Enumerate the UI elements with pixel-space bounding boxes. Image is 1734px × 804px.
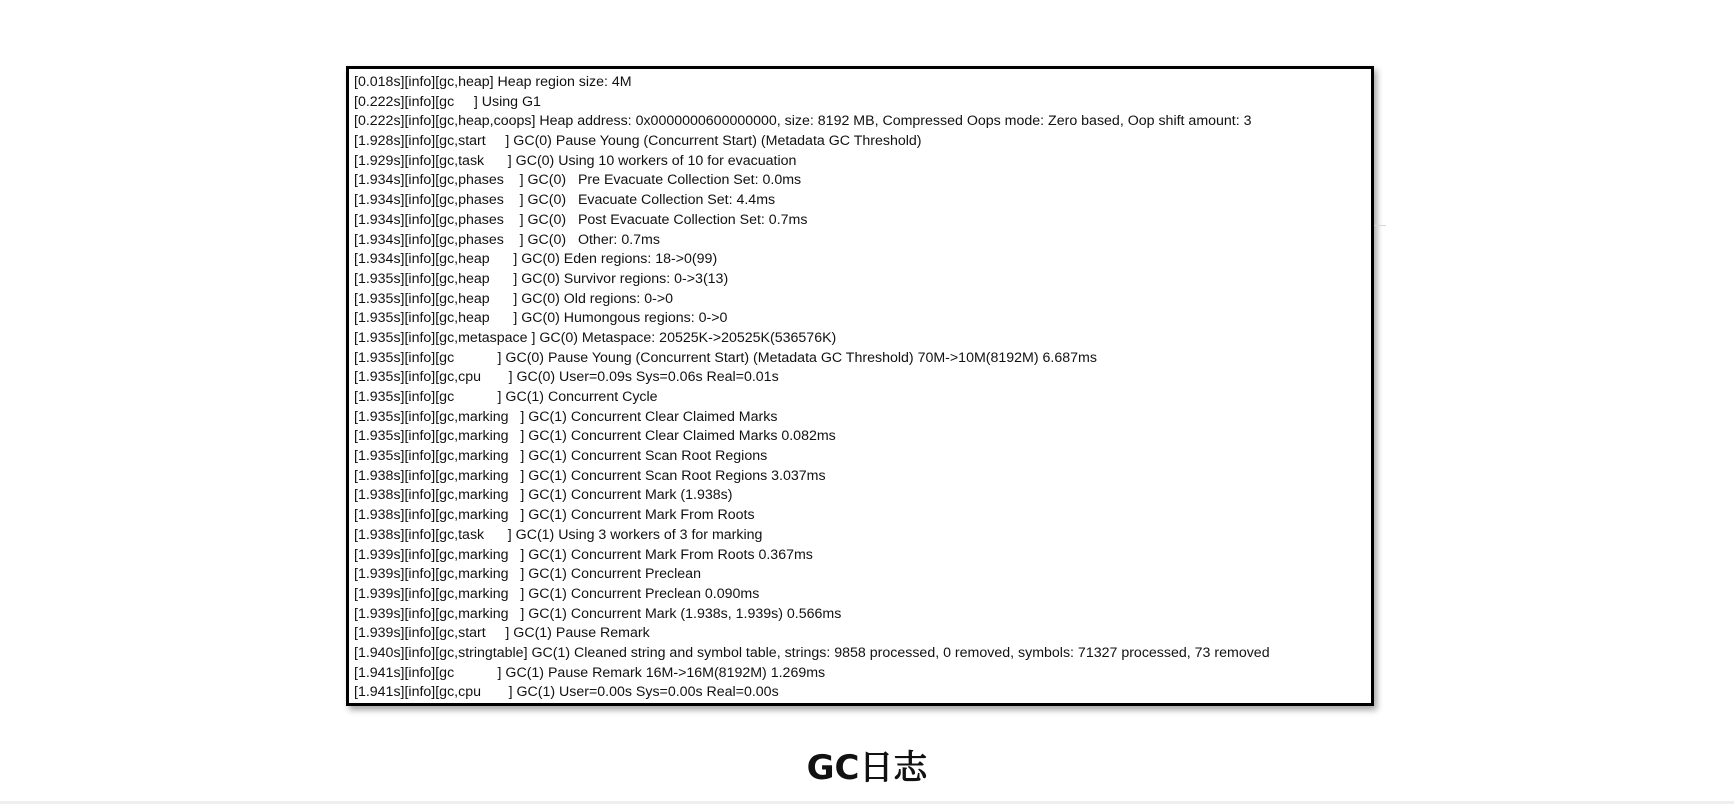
log-line: [1.939s][info][gc,marking ] GC(1) Concurrent Preclean — [354, 566, 701, 583]
log-line: [1.939s][info][gc,marking ] GC(1) Concurrent Mark From Roots 0.367ms — [354, 546, 813, 563]
log-line: [1.934s][info][gc,phases ] GC(0) Other: 0.7ms — [354, 231, 660, 248]
log-line: [1.939s][info][gc,marking ] GC(1) Concurrent Preclean 0.090ms — [354, 585, 760, 602]
log-line: [1.934s][info][gc,phases ] GC(0) Post Evacuate Collection Set: 0.7ms — [354, 211, 808, 228]
log-line: [1.940s][info][gc,stringtable] GC(1) Cleaned string and symbol table, strings: 9858 processed, 0 removed, symbols: 71327 processed, 73 removed — [354, 644, 1270, 661]
log-line: [1.935s][info][gc ] GC(1) Concurrent Cycle — [354, 389, 658, 405]
log-line: [1.938s][info][gc,marking ] GC(1) Concurrent Mark From Roots — [354, 507, 755, 524]
log-line: [1.934s][info][gc,heap ] GC(0) Eden regions: 18->0(99) — [354, 251, 718, 268]
log-line: [1.934s][info][gc,phases ] GC(0) Pre Evacuate Collection Set: 0.0ms — [354, 172, 802, 189]
log-line: [1.935s][info][gc ] GC(0) Pause Young (Concurrent Start) (Metadata GC Threshold) 70M->10M(8192M) 6.687ms — [354, 349, 1097, 366]
log-line: [1.935s][info][gc,heap ] GC(0) Humongous regions: 0->0 — [354, 310, 728, 327]
log-line: [1.935s][info][gc,marking ] GC(1) Concurrent Clear Claimed Marks 0.082ms — [354, 428, 836, 445]
log-line: [1.929s][info][gc,task ] GC(0) Using 10 workers of 10 for evacuation — [354, 152, 797, 169]
log-line: [1.939s][info][gc,start ] GC(1) Pause Remark — [354, 625, 650, 642]
log-line: [1.935s][info][gc,metaspace ] GC(0) Metaspace: 20525K->20525K(536576K) — [354, 329, 837, 346]
gc-log-panel — [346, 66, 1374, 706]
log-line: [0.222s][info][gc ] Using G1 — [354, 93, 541, 110]
log-line: [1.938s][info][gc,task ] GC(1) Using 3 workers of 3 for marking — [354, 526, 763, 543]
log-line: [1.938s][info][gc,marking ] GC(1) Concurrent Mark (1.938s) — [354, 487, 733, 504]
log-line: [1.934s][info][gc,phases ] GC(0) Evacuate Collection Set: 4.4ms — [354, 192, 776, 209]
log-lines — [354, 73, 1371, 703]
log-line: [1.935s][info][gc,marking ] GC(1) Concurrent Scan Root Regions — [354, 448, 768, 465]
log-line: [0.222s][info][gc,heap,coops] Heap address: 0x0000000600000000, size: 8192 MB, Compressed Oops mode: Zero based, Oop shift amount: 3 — [354, 113, 1252, 130]
log-line: [1.935s][info][gc,heap ] GC(0) Survivor regions: 0->3(13) — [354, 270, 729, 287]
log-line: [1.939s][info][gc,marking ] GC(1) Concurrent Mark (1.938s, 1.939s) 0.566ms — [354, 605, 842, 622]
log-line: [1.941s][info][gc,cpu ] GC(1) User=0.00s Sys=0.00s Real=0.00s — [354, 684, 779, 701]
log-line: [1.935s][info][gc,heap ] GC(0) Old regions: 0->0 — [354, 290, 673, 307]
figure-caption: GC日志 — [806, 748, 928, 788]
log-line: [1.935s][info][gc,cpu ] GC(0) User=0.09s Sys=0.06s Real=0.01s — [354, 369, 779, 386]
log-line: [1.928s][info][gc,start ] GC(0) Pause Young (Concurrent Start) (Metadata GC Threshold) — [354, 133, 922, 150]
log-line: [0.018s][info][gc,heap] Heap region size: 4M — [354, 74, 632, 90]
log-line: [1.938s][info][gc,marking ] GC(1) Concurrent Scan Root Regions 3.037ms — [354, 467, 826, 484]
log-line: [1.941s][info][gc ] GC(1) Pause Remark 16M->16M(8192M) 1.269ms — [354, 664, 826, 681]
divider-line — [1374, 225, 1386, 226]
log-line: [1.935s][info][gc,marking ] GC(1) Concurrent Clear Claimed Marks — [354, 408, 778, 425]
